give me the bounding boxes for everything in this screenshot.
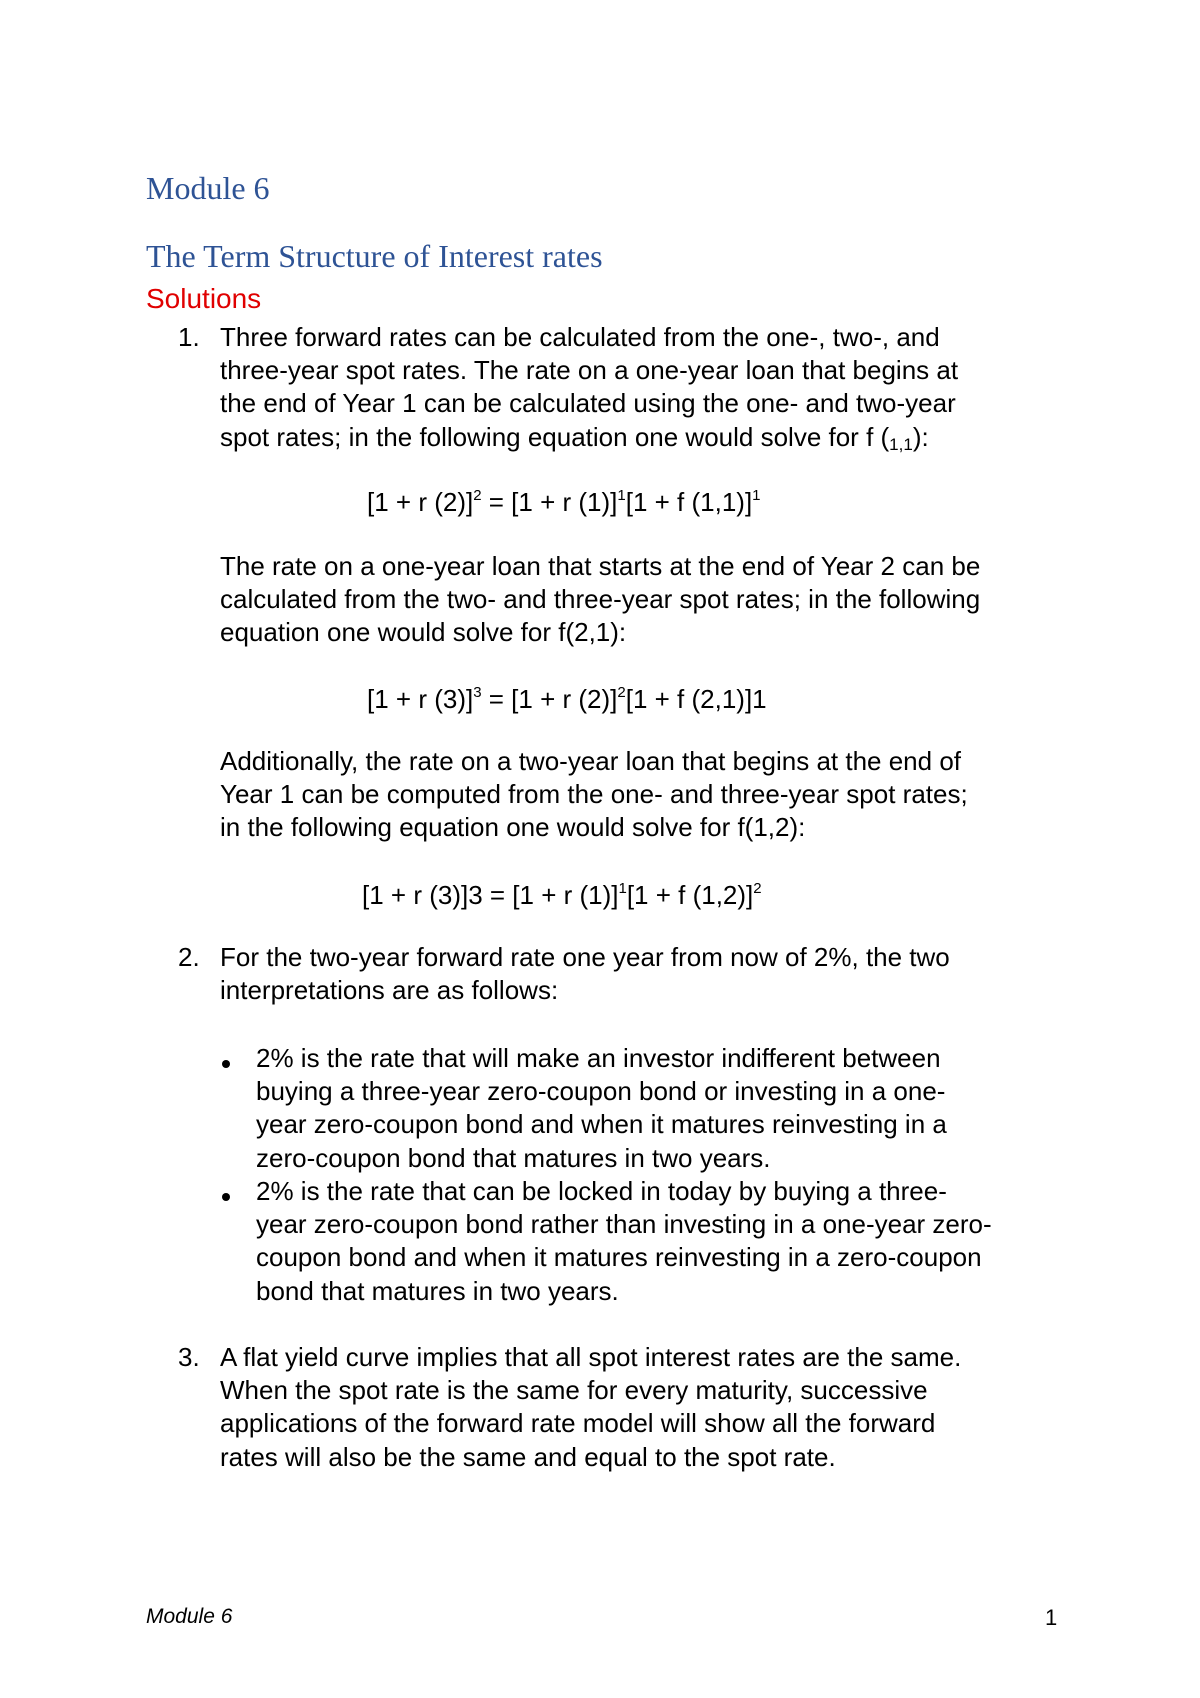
text-line: interpretations are as follows: — [220, 975, 559, 1006]
solutions-heading: Solutions — [146, 283, 262, 314]
text-line: Additionally, the rate on a two-year loan that begins at the end of — [220, 746, 961, 776]
text-line: coupon bond and when it matures reinvesting in a zero-coupon — [256, 1242, 982, 1273]
text-line: zero-coupon bond that matures in two years. — [256, 1142, 771, 1173]
text-line: For the two-year forward rate one year from now of 2%, the two — [220, 942, 950, 972]
text-line: in the following equation one would solve for f(1,2): — [220, 812, 806, 843]
item-1-paragraph-a — [220, 321, 958, 454]
item-number-3: 3. — [178, 1342, 200, 1372]
item-3-paragraph — [220, 1341, 961, 1474]
document-title: The Term Structure of Interest rates — [146, 238, 603, 274]
text-line: A flat yield curve implies that all spot interest rates are the same. — [220, 1342, 962, 1372]
item-2-paragraph — [220, 941, 950, 1007]
text-line: the end of Year 1 can be calculated using the one- and two-year — [220, 388, 956, 419]
text-line: bond that matures in two years. — [256, 1275, 619, 1306]
equation-3: [1 + r (3)]3 = [1 + r (1)]$^1$[1 + f (1,2)]$^2$ — [362, 880, 762, 910]
text-line: equation one would solve for f(2,1): — [220, 617, 627, 648]
text-line: Three forward rates can be calculated from the one-, two-, and — [220, 322, 940, 352]
item-1-paragraph-c — [220, 745, 968, 845]
text-line: The rate on a one-year loan that starts at the end of Year 2 can be — [220, 551, 981, 581]
bullet-icon — [222, 1193, 230, 1201]
item-number-1: 1. — [178, 322, 200, 352]
text-line: rates will also be the same and equal to the spot rate. — [220, 1441, 836, 1472]
equation-2: [1 + r (3)]$^3$ = [1 + r (2)]$^2$[1 + f (2,1)]1 — [367, 684, 767, 714]
text-line: spot rates; in the following equation one would solve for f $(_{1,1})$: — [220, 421, 929, 454]
page-number: 1 — [1045, 1605, 1058, 1630]
text-line: year zero-coupon bond and when it matures reinvesting in a — [256, 1109, 947, 1140]
module-title: Module 6 — [146, 170, 270, 206]
text-line: buying a three-year zero-coupon bond or investing in a one- — [256, 1076, 946, 1107]
text-line: calculated from the two- and three-year spot rates; in the following — [220, 584, 981, 615]
text-line: applications of the forward rate model will show all the forward — [220, 1408, 936, 1439]
footer-module-label: Module 6 — [146, 1605, 233, 1628]
text-line: three-year spot rates. The rate on a one-year loan that begins at — [220, 355, 959, 386]
text-line: year zero-coupon bond rather than investing in a one-year zero- — [256, 1209, 992, 1240]
equation-1: [1 + r (2)]$^2$ = [1 + r (1)]$^1$[1 + f (1,1)]$^1$ — [367, 487, 761, 517]
text-line: Year 1 can be computed from the one- and three-year spot rates; — [220, 779, 968, 810]
bullet-icon — [222, 1060, 230, 1068]
item-number-2: 2. — [178, 942, 200, 972]
text-line: 2% is the rate that will make an investor indifferent between — [256, 1043, 941, 1073]
text-line: When the spot rate is the same for every maturity, successive — [220, 1375, 928, 1406]
bullet-item-1 — [256, 1042, 947, 1175]
bullet-item-2 — [256, 1175, 992, 1308]
item-1-paragraph-b — [220, 550, 980, 650]
text-line: 2% is the rate that can be locked in today by buying a three- — [256, 1176, 947, 1206]
